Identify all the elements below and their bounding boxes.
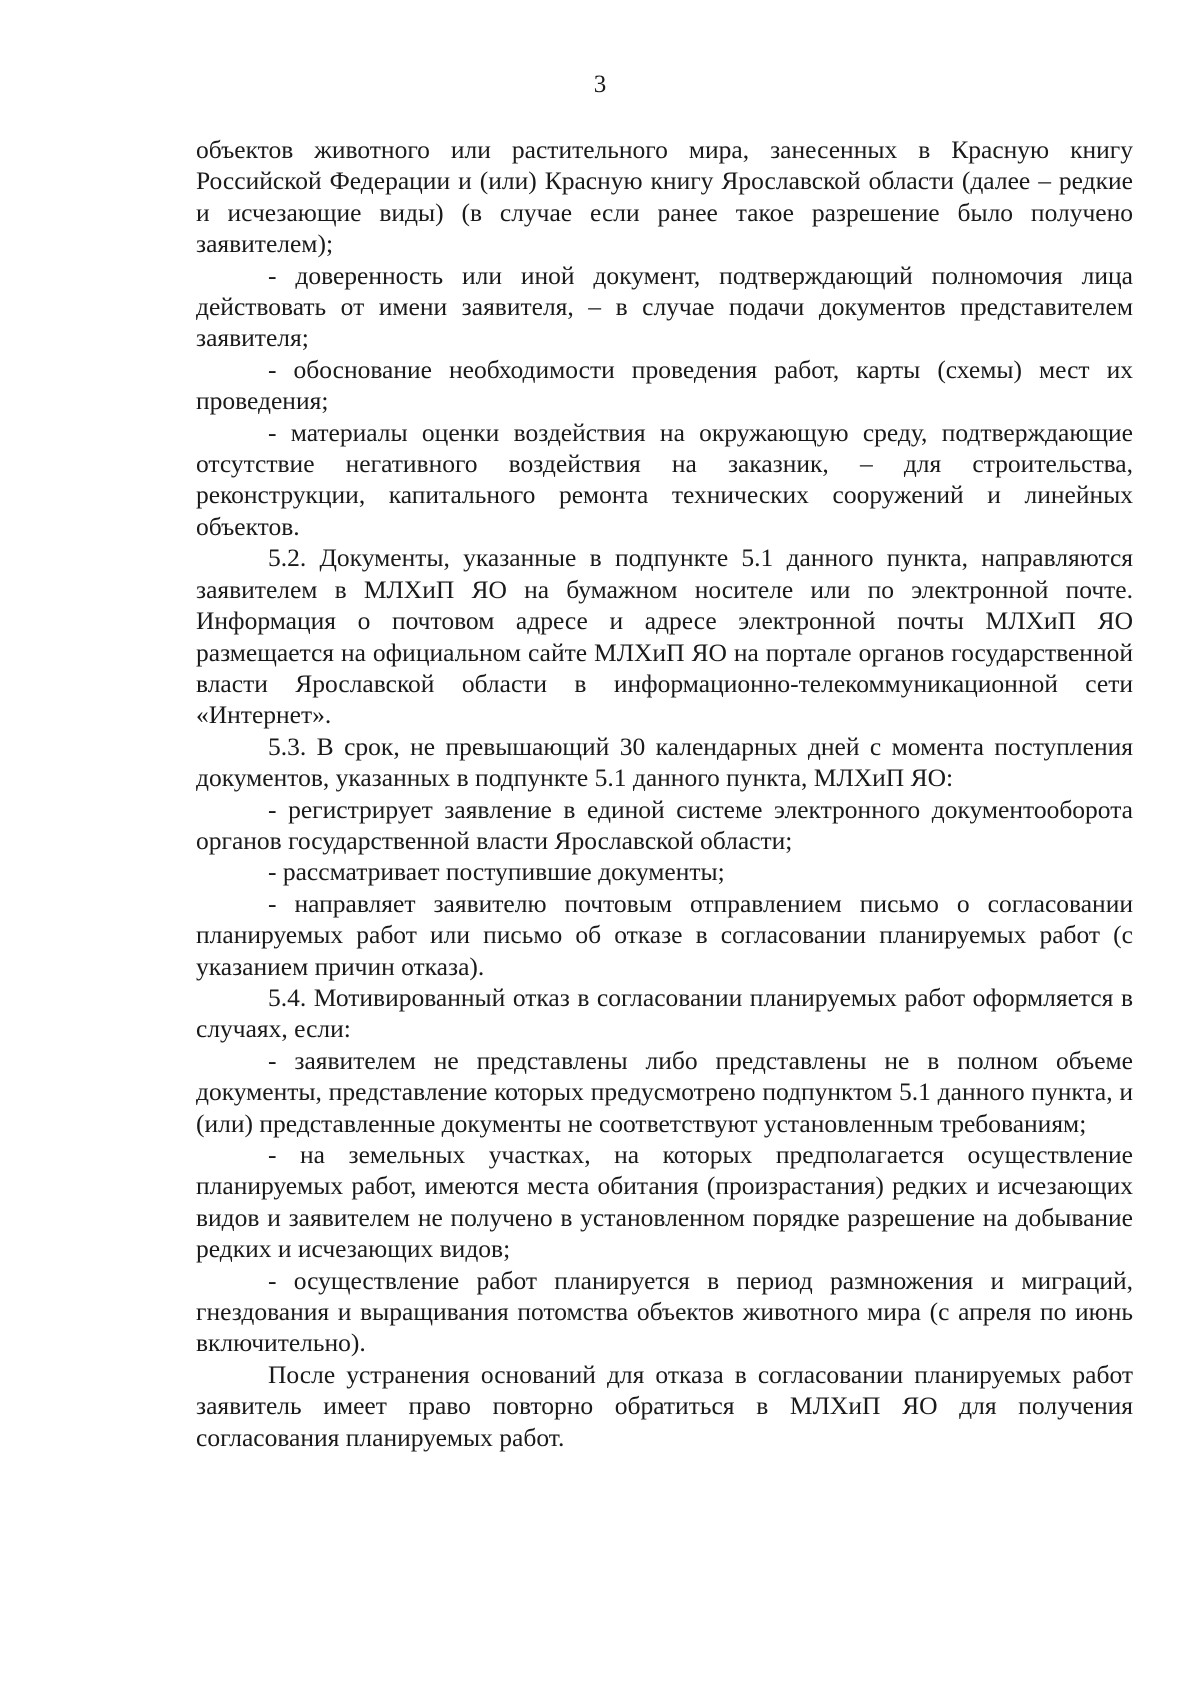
list-item-send-letter: - направляет заявителю почтовым отправлением письмо о согласовании планируемых работ или письмо об отказе в согласовании планируемых работ (с указанием причин отказа).	[196, 888, 1133, 981]
list-item-review: - рассматривает поступившие документы;	[268, 857, 725, 887]
clause-5-4: 5.4. Мотивированный отказ в согласовании планируемых работ оформляется в случаях, если:	[196, 982, 1133, 1044]
list-item-power-of-attorney: - доверенность или иной документ, подтверждающий полномочия лица действовать от имени заявителя, – в случае подачи документов представителем заявителя;	[196, 260, 1133, 353]
clause-5-2: 5.2. Документы, указанные в подпункте 5.1 данного пункта, направляются заявителем в МЛХиП ЯО на бумажном носителе или по электронной почте. Информация о почтовом адресе и адресе электронной почты МЛХиП ЯО размещается на официальном сайте МЛХиП ЯО на портале органов государственной власти Ярославской области в информационно-телекоммуникационной сети «Интернет».	[196, 543, 1133, 730]
list-item-breeding-period: - осуществление работ планируется в период размножения и миграций, гнездования и выращивания потомства объектов животного мира (с апреля по июнь включительно).	[196, 1265, 1133, 1358]
document-body	[196, 134, 1133, 1453]
paragraph-continuation: объектов животного или растительного мира, занесенных в Красную книгу Российской Федерации и (или) Красную книгу Ярославской области (далее – редкие и исчезающие виды) (в случае если ранее такое разрешение было получено заявителем);	[196, 135, 1133, 259]
clause-5-3: 5.3. В срок, не превышающий 30 календарных дней с момента поступления документов, указанных в подпункте 5.1 данного пункта, МЛХиП ЯО:	[196, 731, 1133, 793]
list-item-incomplete-documents: - заявителем не представлены либо представлены не в полном объеме документы, представление которых предусмотрено подпунктом 5.1 данного пункта, и (или) представленные документы не соответствуют установленным требованиям;	[196, 1045, 1133, 1138]
closing-paragraph: После устранения оснований для отказа в согласовании планируемых работ заявитель имеет право повторно обратиться в МЛХиП ЯО для получения согласования планируемых работ.	[196, 1359, 1133, 1452]
list-item-justification: - обоснование необходимости проведения работ, карты (схемы) мест их проведения;	[196, 354, 1133, 416]
list-item-habitats: - на земельных участках, на которых предполагается осуществление планируемых работ, имеются места обитания (произрастания) редких и исчезающих видов и заявителем не получено в установленном порядке разрешение на добывание редких и исчезающих видов;	[196, 1140, 1133, 1264]
page-number: 3	[593, 71, 607, 98]
list-item-impact-assessment: - материалы оценки воздействия на окружающую среду, подтверждающие отсутствие негативного воздействия на заказник, – для строительства, реконструкции, капитального ремонта технических сооружений и линейных объектов.	[196, 417, 1133, 541]
list-item-register: - регистрирует заявление в единой системе электронного документооборота органов государственной власти Ярославской области;	[196, 794, 1133, 855]
